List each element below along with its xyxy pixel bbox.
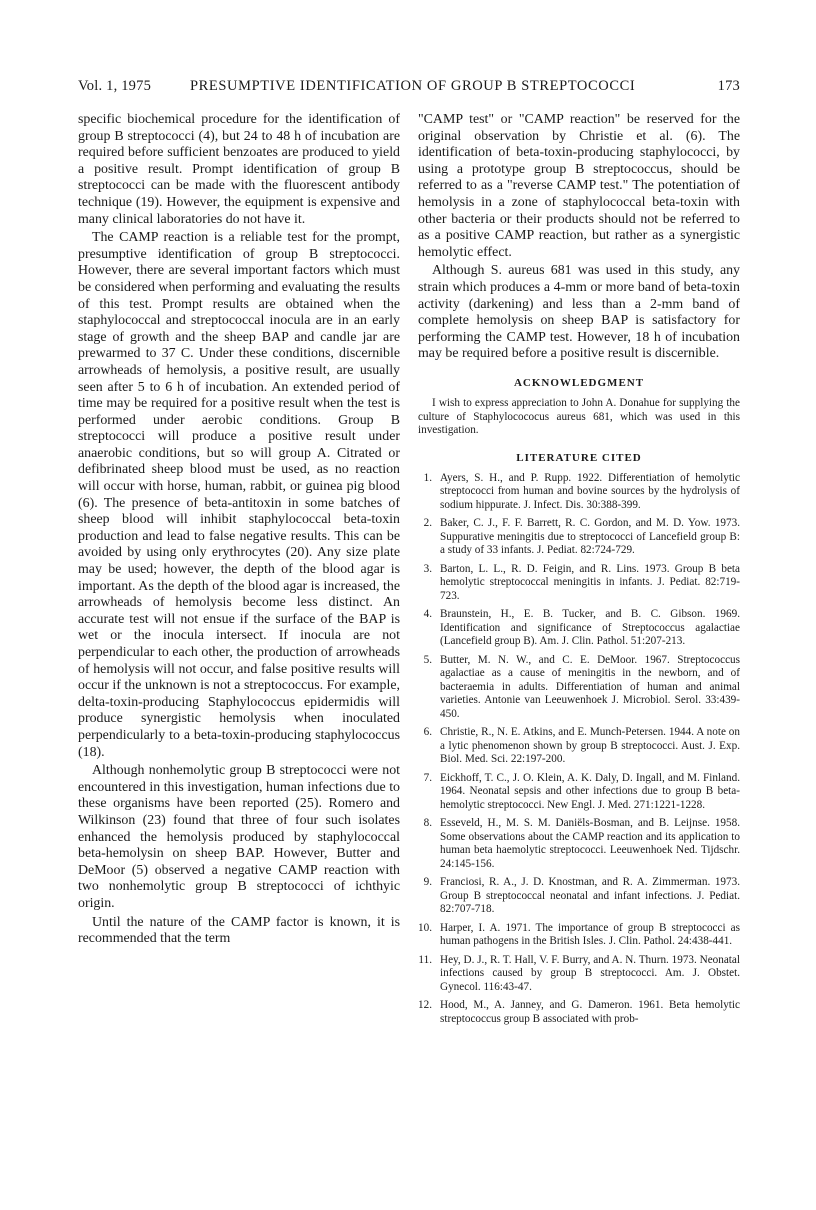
reference-text: Eickhoff, T. C., J. O. Klein, A. K. Daly, D. Ingall, and M. Finland. 1964. Neonatal sepsis and other infections due to group B beta-hemolytic streptococci. New Engl. J. Med. 271:1221-1228. <box>440 771 740 811</box>
page-number: 173 <box>717 78 740 94</box>
reference-item <box>418 922 740 949</box>
reference-text: Esseveld, H., M. S. M. Daniëls-Bosman, and B. Leijnse. 1958. Some observations about the CAMP reaction and its application to human beta haemolytic streptococci. Leeuwenhoek Ned. Tijdschr. 24:145-156. <box>440 817 740 870</box>
reference-item <box>418 772 740 813</box>
reference-number: 5. <box>423 653 432 666</box>
reference-number: 7. <box>423 771 432 784</box>
reference-item <box>418 954 740 995</box>
running-title: PRESUMPTIVE IDENTIFICATION OF GROUP B STREPTOCOCCI <box>190 78 636 94</box>
reference-number: 10. <box>418 921 432 934</box>
body-paragraph: Until the nature of the CAMP factor is known, it is recommended that the term <box>78 914 400 947</box>
right-column <box>418 112 740 1031</box>
acknowledgment-text: I wish to express appreciation to John A. Donahue for supplying the culture of Staphylocococus aureus 681, which was used in this investigation. <box>418 396 740 437</box>
reference-text: Franciosi, R. A., J. D. Knostman, and R. A. Zimmerman. 1973. Group B streptococcal neonatal and infant infections. J. Pediat. 82:707-718. <box>440 876 740 916</box>
reference-text: Harper, I. A. 1971. The importance of group B streptococci as human pathogens in the British Isles. J. Clin. Pathol. 24:438-441. <box>440 921 740 948</box>
reference-item <box>418 563 740 604</box>
reference-item <box>418 999 740 1026</box>
reference-item <box>418 472 740 513</box>
reference-number: 11. <box>418 953 432 966</box>
body-paragraph: specific biochemical procedure for the identification of group B streptococci (4), but 24 to 48 h of incubation are required before sufficient benzoates are produced to yield a positive result. Prompt identification of group B streptococci can be made with the fluorescent antibody technique (19). However, the equipment is expensive and many clinical laboratories do not have it. <box>78 112 400 227</box>
literature-cited-heading: LITERATURE CITED <box>516 451 642 464</box>
reference-number: 2. <box>423 517 432 530</box>
body-paragraph: Although nonhemolytic group B streptococci were not encountered in this investigation, human infections due to these organisms have been reported (25). Romero and Wilkinson (23) found that three of four such isolates enhanced the hemolysis produced by staphylococcal beta-hemolysin on sheep BAP. However, Butter and DeMoor (5) observed a negative CAMP reaction with two nonhemolytic group B streptococci of ichthyic origin. <box>78 763 400 911</box>
reference-text: Braunstein, H., E. B. Tucker, and B. C. Gibson. 1969. Identification and significance of Streptococcus agalactiae (Lancefield group B). Am. J. Clin. Pathol. 51:207-213. <box>440 608 740 648</box>
reference-text: Barton, L. L., R. D. Feigin, and R. Lins. 1973. Group B beta hemolytic streptococcal meningitis in infants. J. Pediat. 82:719-723. <box>440 562 740 602</box>
reference-number: 9. <box>423 876 432 889</box>
reference-text: Baker, C. J., F. F. Barrett, R. C. Gordon, and M. D. Yow. 1973. Suppurative meningitis due to streptococci of Lancefield group B: a study of 33 infants. J. Pediat. 82:724-729. <box>440 517 740 557</box>
reference-number: 8. <box>423 817 432 830</box>
reference-item <box>418 608 740 649</box>
reference-text: Hey, D. J., R. T. Hall, V. F. Burry, and A. N. Thurn. 1973. Neonatal infections caused by group B streptococci. Am. J. Obstet. Gynecol. 116:43-47. <box>440 953 740 993</box>
acknowledgment-heading: ACKNOWLEDGMENT <box>513 376 645 389</box>
reference-text: Butter, M. N. W., and C. E. DeMoor. 1967. Streptococcus agalactiae as a cause of meningitis in the newborn, and of bacteraemia in adults. Differentiation of human and animal varieties. Antonie van Leeuwenhoek J. Microbiol. Serol. 33:439-450. <box>440 653 740 720</box>
running-header <box>78 78 740 102</box>
reference-text: Hood, M., A. Janney, and G. Dameron. 1961. Beta hemolytic streptococcus group B associated with prob- <box>440 999 740 1025</box>
reference-item <box>418 876 740 917</box>
left-column <box>78 112 400 948</box>
body-paragraph: The CAMP reaction is a reliable test for the prompt, presumptive identification of group B streptococci. However, there are several important factors which must be considered when performing and evaluating the results of this test. Prompt results are obtained when the staphylococcal and streptococcal inocula are in an early stage of growth and the sheep BAP and candle jar are prewarmed to 37 C. Under these conditions, discernible arrowheads of hemolysis, a positive result, are usually seen after 5 to 6 h of incubation. An extended period of time may be required for a positive result when the test is performed under aerobic conditions. Group B streptococci will produce a positive result under anaerobic conditions, but so will group A. Citrated or defibrinated sheep blood must be used, as no reaction will occur with horse, human, rabbit, or guinea pig blood (6). The presence of beta-antitoxin in some batches of sheep blood will inhibit staphylococcal beta-toxin production and lead to false negative results. This can be avoided by using only erythrocytes (20). Any size plate may be used; however, the depth of the blood agar is important. As the depth of the blood agar is increased, the arrowheads of hemolysis become less distinct. An accurate test will not ensue if the surface of the BAP is wet or the inocula intersect. If inocula are not perpendicular to each other, the production of arrowheads of hemolysis will not occur, and false positive results will occur if the unknown is not a streptococcus. For example, delta-toxin-producing Staphylococcus epidermidis will produce synergistic hemolysis when inoculated perpendicularly to a beta-toxin-producing staphylococcus (18). <box>78 230 400 760</box>
reference-number: 3. <box>423 562 432 575</box>
reference-text: Ayers, S. H., and P. Rupp. 1922. Differentiation of hemolytic streptococci from human and bovine sources by the hydrolysis of sodium hippurate. J. Infect. Dis. 30:388-399. <box>440 471 740 511</box>
reference-item <box>418 517 740 558</box>
reference-item <box>418 817 740 871</box>
reference-item <box>418 726 740 767</box>
reference-number: 1. <box>423 471 432 484</box>
body-paragraph: "CAMP test" or "CAMP reaction" be reserved for the original observation by Christie et al. (6). The identification of beta-toxin-producing staphylococci, by using a prototype group B streptococcus, should be referred to as a "reverse CAMP test." The potentiation of hemolysis in a zone of staphylococcal beta-toxin with other bacteria or their products should not be referred to as a positive CAMP reaction, but rather as a synergistic hemolytic effect. <box>418 112 740 260</box>
volume-label: Vol. 1, 1975 <box>78 78 152 94</box>
reference-number: 12. <box>418 999 432 1012</box>
body-paragraph: Although S. aureus 681 was used in this study, any strain which produces a 4-mm or more band of beta-toxin activity (darkening) and less than a 2-mm band of complete hemolysis on sheep BAP is satisfactory for performing the CAMP test. However, 18 h of incubation may be required before a positive result is discernible. <box>418 263 740 362</box>
reference-text: Christie, R., N. E. Atkins, and E. Munch-Petersen. 1944. A note on a lytic phenomenon shown by group B streptococci. Aust. J. Exp. Biol. Med. Sci. 22:197-200. <box>440 726 740 766</box>
reference-item <box>418 654 740 722</box>
reference-list <box>418 472 740 1027</box>
reference-number: 4. <box>423 608 432 621</box>
reference-number: 6. <box>423 726 432 739</box>
